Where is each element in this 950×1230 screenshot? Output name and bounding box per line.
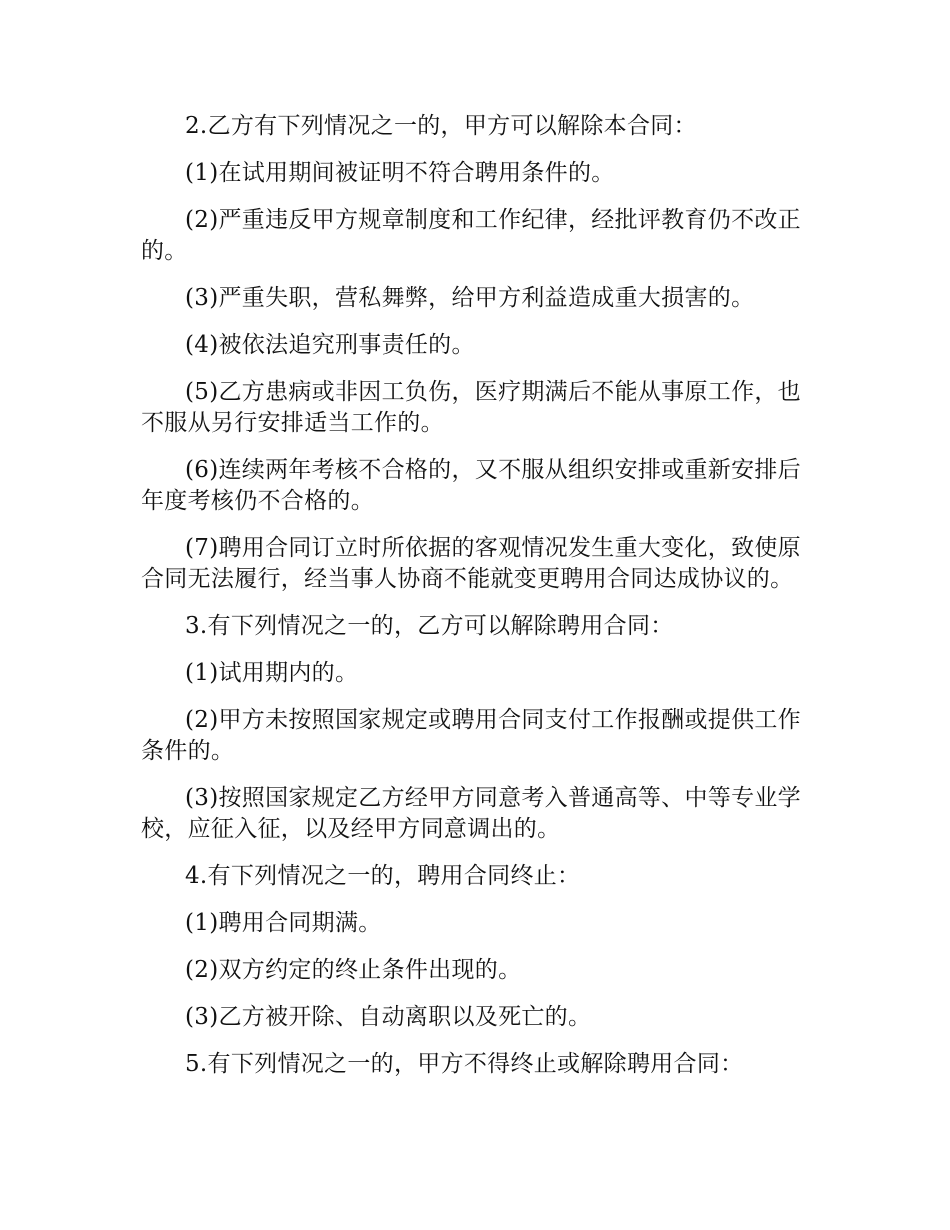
clause-4-item-3: (3)乙方被开除、自动离职以及死亡的。 (185, 1004, 592, 1030)
clause-2-item-5: (5)乙方患病或非因工负伤，医疗期满后不能从事原工作，也不服从另行安排适当工作的。 (141, 379, 801, 436)
clause-4-heading: 4.有下列情况之一的，聘用合同终止： (185, 863, 581, 889)
clause-2-item-3: (3)严重失职，营私舞弊，给甲方利益造成重大损害的。 (185, 285, 755, 311)
clause-2-item-2: (2)严重违反甲方规章制度和工作纪律，经批评教育仍不改正的。 (141, 207, 801, 264)
clause-4-item-1: (1)聘用合同期满。 (185, 910, 382, 936)
clause-5-heading: 5.有下列情况之一的，甲方不得终止或解除聘用合同： (185, 1051, 744, 1077)
clause-2-heading: 2.乙方有下列情况之一的，甲方可以解除本合同： (185, 113, 697, 139)
clause-4-item-2: (2)双方约定的终止条件出现的。 (185, 957, 522, 983)
clause-3-item-3: (3)按照国家规定乙方经甲方同意考入普通高等、中等专业学校，应征入征，以及经甲方同意调出的。 (141, 785, 801, 842)
clause-2-item-1: (1)在试用期间被证明不符合聘用条件的。 (185, 160, 615, 186)
clause-2-item-7: (7)聘用合同订立时所依据的客观情况发生重大变化，致使原合同无法履行，经当事人协商不能就变更聘用合同达成协议的。 (141, 535, 801, 592)
clause-2-item-4: (4)被依法追究刑事责任的。 (185, 332, 475, 358)
clause-3-item-2: (2)甲方未按照国家规定或聘用合同支付工作报酬或提供工作条件的。 (141, 707, 801, 764)
clause-3-heading: 3.有下列情况之一的，乙方可以解除聘用合同： (185, 613, 674, 639)
document-body (141, 111, 811, 1096)
clause-3-item-1: (1)试用期内的。 (185, 660, 359, 686)
clause-2-item-6: (6)连续两年考核不合格的，又不服从组织安排或重新安排后年度考核仍不合格的。 (141, 457, 801, 514)
